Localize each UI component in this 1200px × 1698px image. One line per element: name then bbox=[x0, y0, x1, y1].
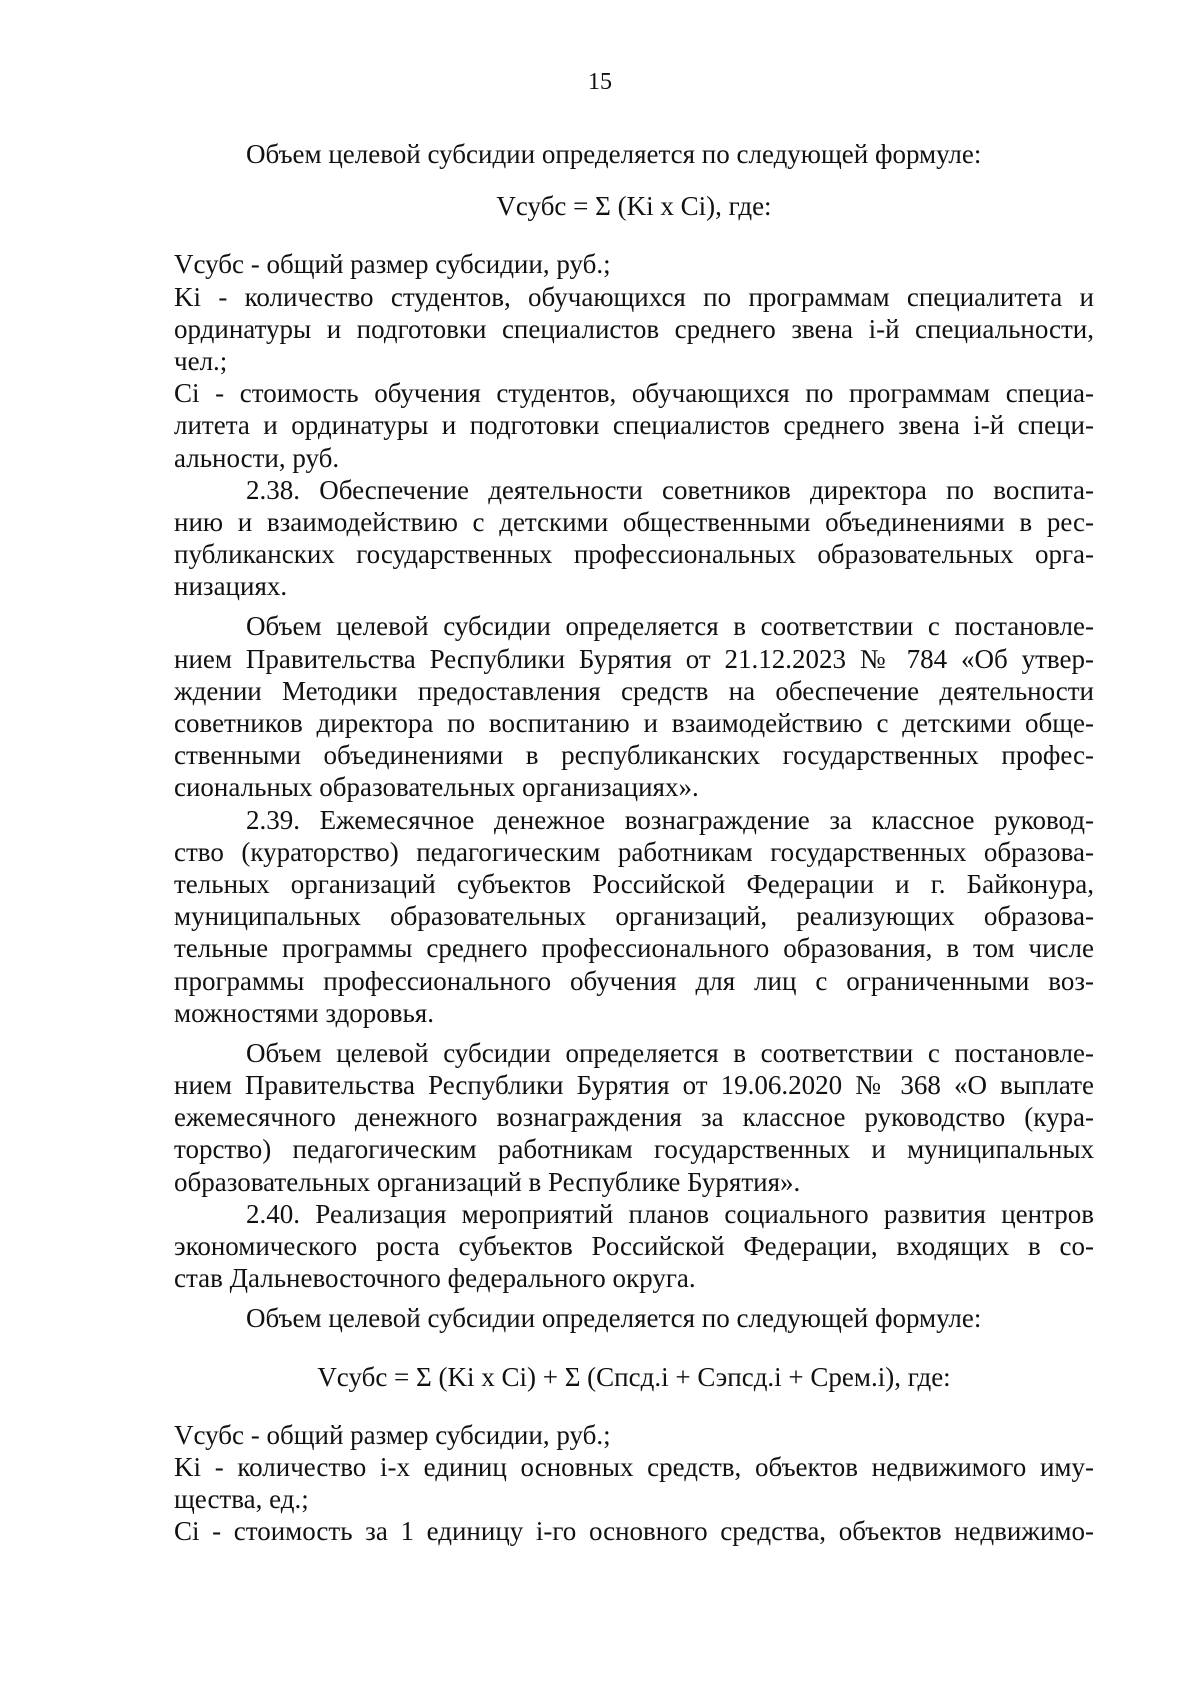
paragraph-line: нием Правительства Республики Бурятия от 21.12.2023 № 784 «Об утвер- bbox=[174, 643, 1094, 674]
paragraph-line: нию и взаимодействию с детскими общественными объединениями в рес- bbox=[174, 506, 1094, 537]
paragraph-line: Объем целевой субсидии определяется в соответствии с постановле- bbox=[246, 611, 1094, 642]
definition-line: ординатуры и подготовки специалистов среднего звена i-й специальности, bbox=[174, 313, 1094, 344]
definition-line: Vсубс - общий размер субсидии, руб.; bbox=[174, 1419, 611, 1450]
paragraph-line: можностями здоровья. bbox=[174, 997, 434, 1028]
paragraph-line: советников директора по воспитанию и взаимодействию с детскими обще- bbox=[174, 708, 1094, 738]
paragraph-line: сиональных образовательных организациях». bbox=[174, 772, 699, 803]
paragraph-line: муниципальных образовательных организаций, реализующих образова- bbox=[174, 901, 1094, 932]
paragraph-line: нием Правительства Республики Бурятия от 19.06.2020 № 368 «О выплате bbox=[174, 1070, 1094, 1101]
section-heading-line: 2.38. Обеспечение деятельности советников директора по воспита- bbox=[246, 474, 1094, 505]
definition-line: Ki - количество i-х единиц основных средств, объектов недвижимого иму- bbox=[174, 1451, 1094, 1482]
paragraph-line: ство (кураторство) педагогическим работникам государственных образова- bbox=[174, 836, 1094, 867]
paragraph-line: Объем целевой субсидии определяется по следующей формуле: bbox=[246, 1303, 982, 1334]
paragraph-line: Объем целевой субсидии определяется по следующей формуле: bbox=[246, 139, 982, 169]
section-heading-line: 2.40. Реализация мероприятий планов социального развития центров bbox=[246, 1198, 1094, 1229]
paragraph-line: программы профессионального обучения для лиц с ограниченными воз- bbox=[174, 965, 1094, 996]
definition-line: чел.; bbox=[174, 345, 228, 376]
definition-line: альности, руб. bbox=[174, 442, 340, 473]
definition-line: литета и ординатуры и подготовки специалистов среднего звена i-й специ- bbox=[174, 410, 1094, 441]
paragraph-line: низациях. bbox=[174, 571, 288, 602]
page-number: 15 bbox=[588, 69, 612, 95]
paragraph-line: ежемесячного денежного вознаграждения за классное руководство (кура- bbox=[174, 1102, 1094, 1133]
formula: Vсубс = Σ (Ki x Ci) + Σ (Спсд.i + Сэпсд.i + Срем.i), где: bbox=[317, 1361, 951, 1392]
paragraph-line: публиканских государственных профессиональных образовательных орга- bbox=[174, 539, 1094, 570]
paragraph-line: тельные программы среднего профессионального образования, в том числе bbox=[174, 933, 1094, 964]
definition-line: Ki - количество студентов, обучающихся по программам специалитета и bbox=[174, 281, 1094, 312]
paragraph-line: тельных организаций субъектов Российской Федерации и г. Байконура, bbox=[174, 868, 1094, 899]
definition-line: Vсубс - общий размер субсидии, руб.; bbox=[174, 249, 611, 280]
paragraph-line: Объем целевой субсидии определяется в соответствии с постановле- bbox=[246, 1037, 1094, 1068]
document-body bbox=[174, 138, 1094, 1548]
definition-line: Ci - стоимость обучения студентов, обучающихся по программам специа- bbox=[174, 378, 1094, 409]
paragraph-line: образовательных организаций в Республике Бурятия». bbox=[174, 1166, 801, 1197]
paragraph-line: ственными объединениями в республиканских государственных профес- bbox=[174, 740, 1094, 771]
definition-line: Ci - стоимость за 1 единицу i-го основного средства, объектов недвижимо- bbox=[174, 1516, 1094, 1547]
paragraph-line: торство) педагогическим работникам государственных и муниципальных bbox=[174, 1134, 1094, 1165]
section-heading-line: 2.39. Ежемесячное денежное вознаграждение за классное руковод- bbox=[246, 804, 1094, 835]
paragraph-line: став Дальневосточного федерального округа. bbox=[174, 1263, 696, 1294]
formula: Vсубс = Σ (Ki x Ci), где: bbox=[496, 191, 772, 222]
definition-line: щества, ед.; bbox=[174, 1484, 309, 1515]
paragraph-line: экономического роста субъектов Российской Федерации, входящих в со- bbox=[174, 1231, 1094, 1261]
paragraph-line: ждении Методики предоставления средств на обеспечение деятельности bbox=[174, 675, 1094, 706]
